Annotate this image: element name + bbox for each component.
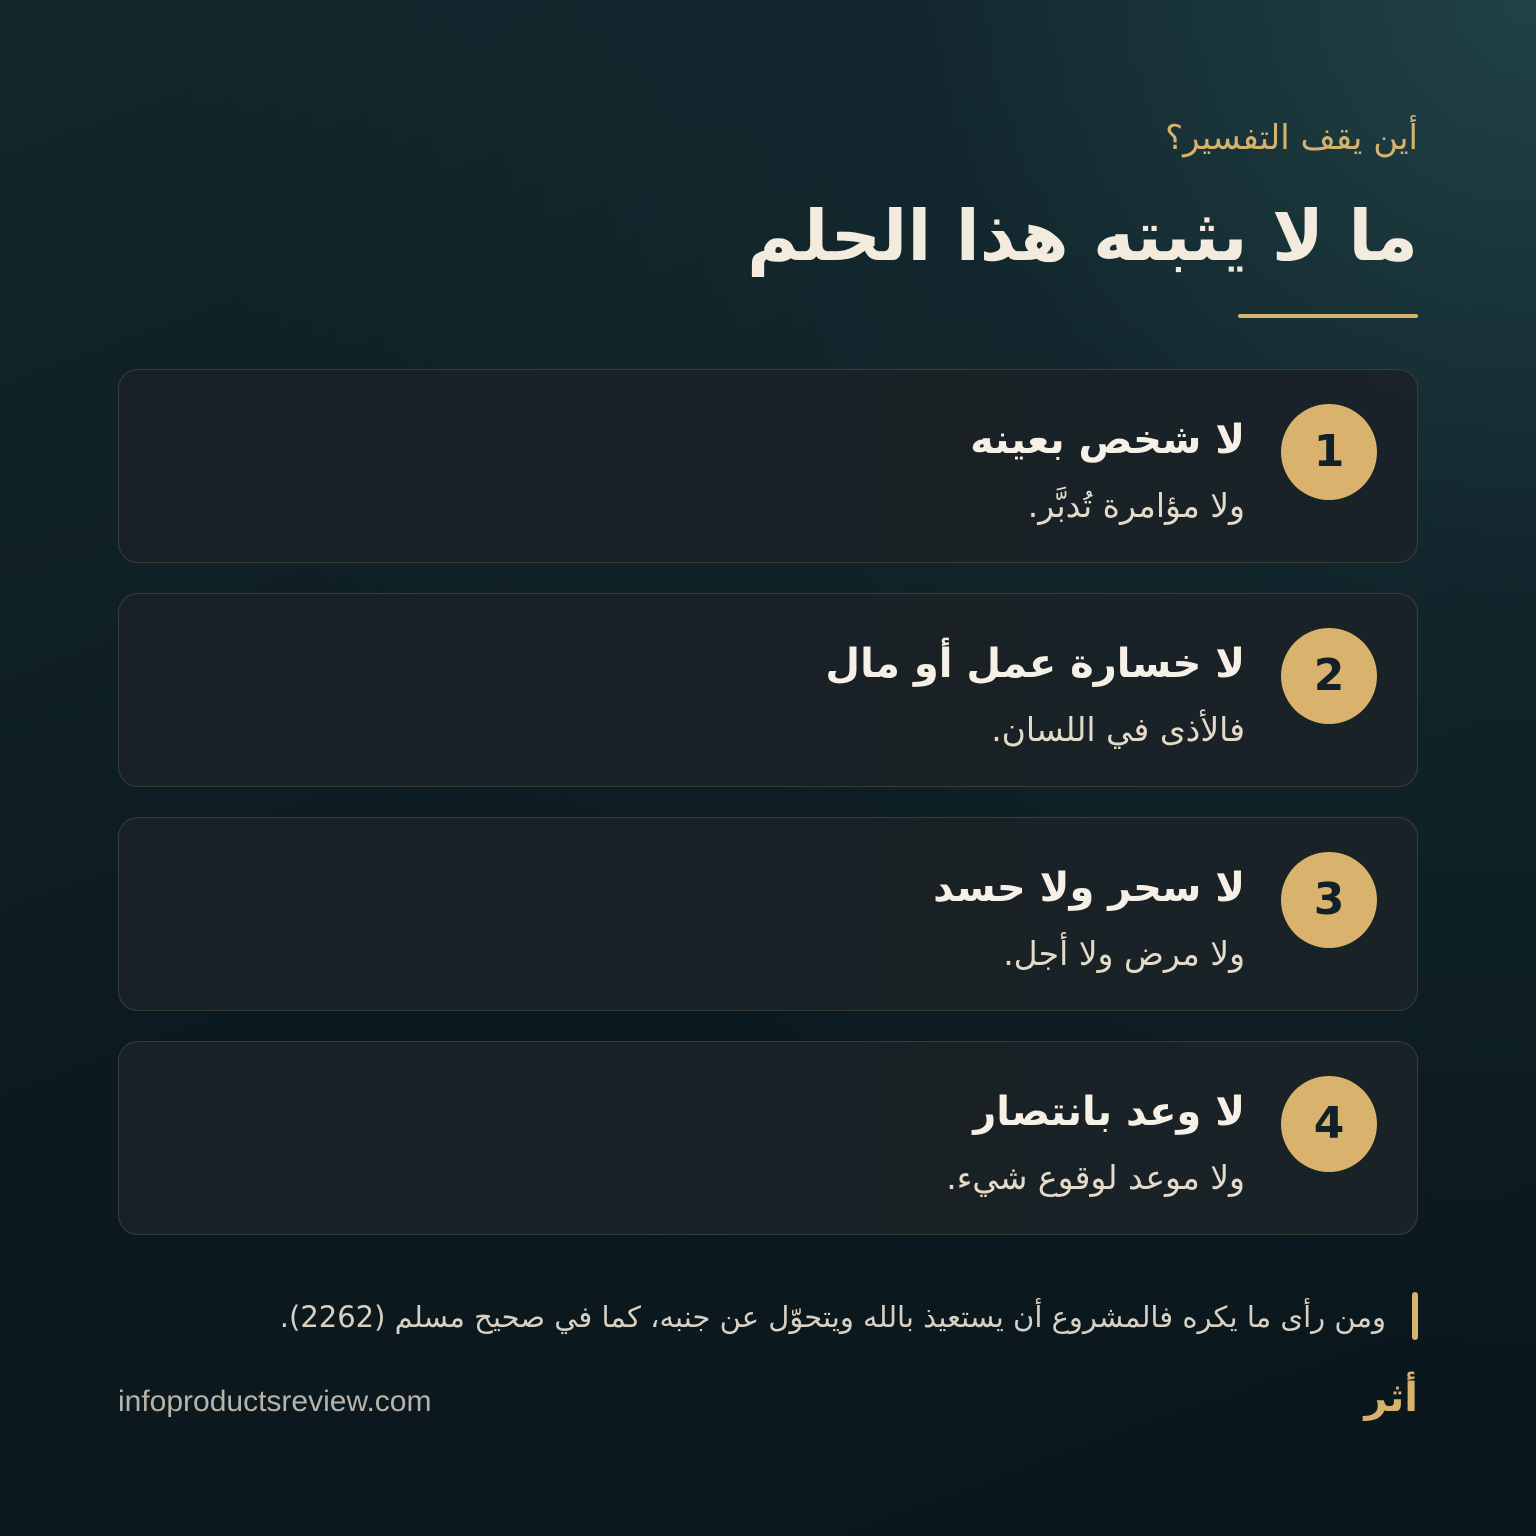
brand-logo: أثر xyxy=(1364,1375,1418,1421)
card-subtitle: ولا موعد لوقوع شيء. xyxy=(946,1158,1245,1197)
number-badge: 2 xyxy=(1281,628,1377,724)
number-badge: 1 xyxy=(1281,404,1377,500)
list-item xyxy=(118,1041,1418,1235)
page-container xyxy=(118,0,1418,1536)
cards-list xyxy=(118,369,1418,1265)
site-link[interactable]: infoproductsreview.com xyxy=(118,1385,432,1418)
page-title: ما لا يثبته هذا الحلم xyxy=(747,195,1418,277)
card-subtitle: فالأذى في اللسان. xyxy=(991,710,1245,749)
list-item xyxy=(118,593,1418,787)
card-subtitle: ولا مؤامرة تُدبَّر. xyxy=(1027,486,1245,525)
title-underline xyxy=(1238,314,1418,318)
card-title: لا خسارة عمل أو مال xyxy=(825,641,1245,687)
footnote: ومن رأى ما يكره فالمشروع أن يستعيذ بالله ويتحوّل عن جنبه، كما في صحيح مسلم (2262). xyxy=(279,1300,1386,1334)
card-title: لا سحر ولا حسد xyxy=(933,865,1245,911)
note-accent-bar xyxy=(1412,1292,1418,1340)
list-item xyxy=(118,369,1418,563)
eyebrow-text: أين يقف التفسير؟ xyxy=(1165,118,1418,158)
list-item xyxy=(118,817,1418,1011)
card-title: لا وعد بانتصار xyxy=(973,1089,1245,1135)
card-title: لا شخص بعينه xyxy=(970,417,1245,463)
number-badge: 3 xyxy=(1281,852,1377,948)
card-subtitle: ولا مرض ولا أجل. xyxy=(1003,934,1245,973)
number-badge: 4 xyxy=(1281,1076,1377,1172)
